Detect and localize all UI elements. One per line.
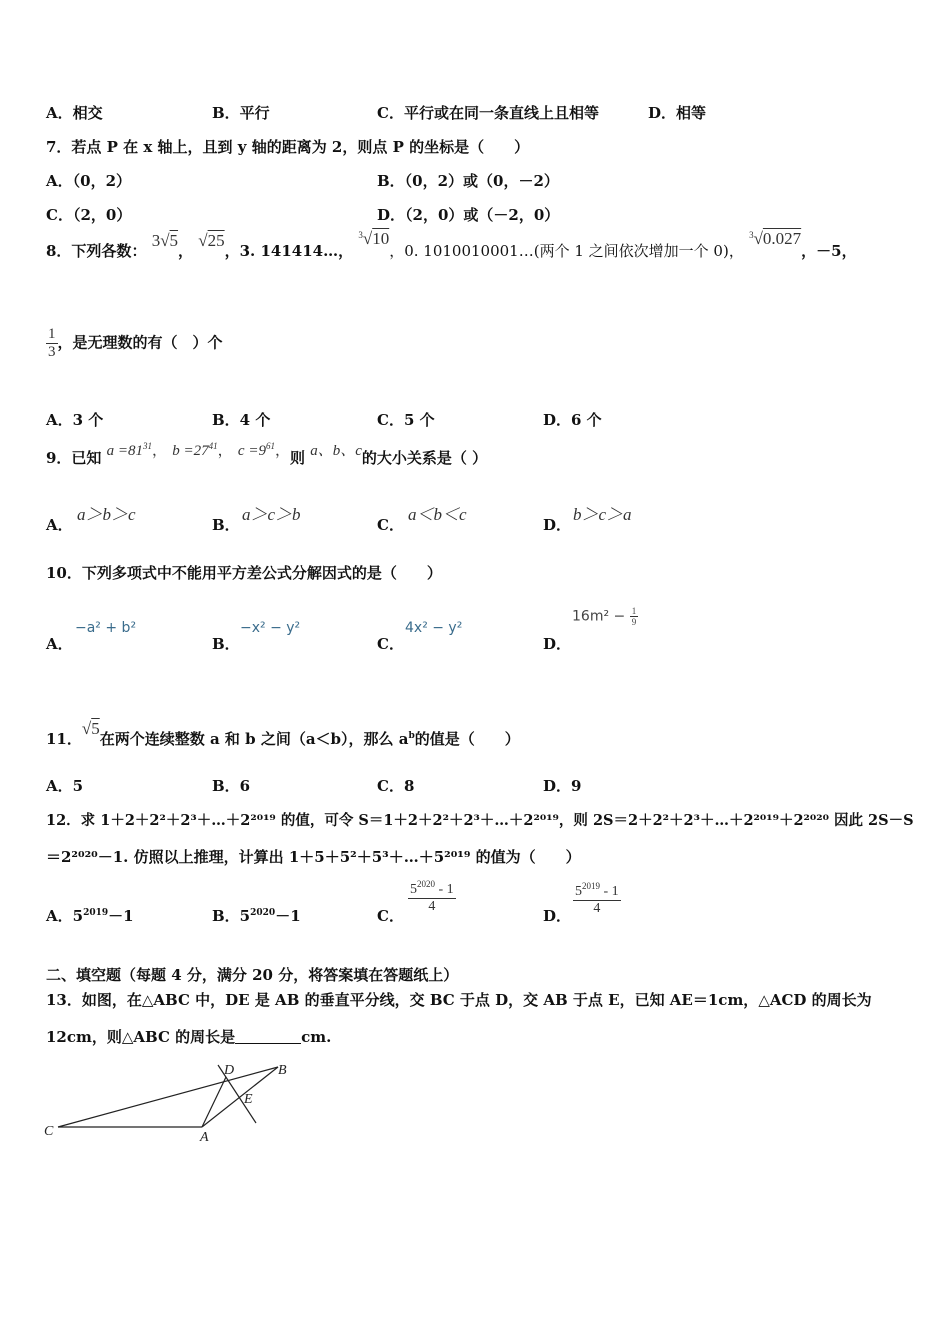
label-b: B (278, 1063, 287, 1078)
q10-option-d-label: D． (543, 635, 572, 653)
q8-stem-continued: $\frac{1}{3}$ ，是无理数的有（ ）个 (48, 326, 223, 360)
q8-number-2: √25 (198, 231, 225, 250)
q12-option-c-label: C． (377, 907, 404, 925)
q12-option-d: $\frac{5^{2019} - 1}{4}$ (575, 881, 619, 916)
segment-ab (202, 1067, 278, 1127)
q8-number-4: $^3$√10 (358, 229, 390, 248)
q9-stem: 9．已知 $a =81^{31}$， $b =27^{41}$， $c =9^{61}$，则 a、b、c的大小关系是（ ） (46, 441, 488, 467)
q10-option-b: −x² − y² (240, 620, 301, 636)
q8-fraction: $\frac{1}{3}$ (48, 326, 56, 360)
q6-option-a: A．相交 (46, 104, 103, 122)
section2-title: 二、填空题（每题 4 分，满分 20 分，将答案填在答题纸上） (46, 966, 459, 984)
q9-option-c: a＜b＜c (408, 505, 467, 524)
q7-stem: 7．若点 P 在 x 轴上，且到 y 轴的距离为 2，则点 P 的坐标是（ ） (46, 138, 530, 156)
q8-option-a: A．3 个 (46, 411, 104, 429)
q13-triangle-figure (40, 1055, 287, 1145)
q12-option-a: A．$5^{2019}-1$ (46, 907, 134, 925)
q7-option-d: D．（2，0）或（－2，0） (377, 206, 560, 224)
q8-option-b: B．4 个 (212, 411, 271, 429)
q11-sqrt: √5 (81, 719, 100, 738)
q9-c-def: $c =9^{61}$ (237, 441, 275, 459)
q12-stem-line2: ＝2²⁰²⁰－1. 仿照以上推理，计算出 1＋5＋5²＋5³＋…＋5²⁰¹⁹ 的值为（ ） (46, 848, 581, 866)
q12-option-d-label: D． (543, 907, 572, 925)
q12-stem-line1: 12．求 1＋2＋2²＋2³＋…＋2²⁰¹⁹ 的值，可令 S＝1＋2＋2²＋2³＋…＋2²⁰¹⁹，则 2S＝2＋2²＋2³＋…＋2²⁰¹⁹＋2²⁰²⁰ 因此 2S－S (46, 812, 914, 829)
q9-option-b: a＞c＞b (242, 505, 301, 524)
q7-option-a: A．（0，2） (46, 172, 132, 190)
label-a: A (200, 1130, 209, 1145)
q8-number-6: $^3$√0.027 (749, 229, 802, 248)
q9-option-c-label: C． (377, 516, 404, 534)
q10-option-a-label: A． (46, 635, 73, 653)
q10-option-a: −a² + b² (75, 620, 137, 636)
q13-stem-line1: 13．如图，在△ABC 中，DE 是 AB 的垂直平分线，交 BC 于点 D，交 AB 于点 E，已知 AE＝1cm，△ACD 的周长为 (46, 991, 872, 1009)
label-c: C (44, 1124, 54, 1139)
q6-option-c: C．平行或在同一条直线上且相等 (377, 104, 599, 122)
q8-stem: 8．下列各数： 3√5， √25，3. 141414…， $^3$√10，0. 1010010001…(两个 1 之间依次增加一个 0)， $^3$√0.027，－5， (46, 229, 857, 260)
q8-number-1: 3√5 (151, 231, 179, 250)
q9-option-d: b＞c＞a (573, 505, 632, 524)
q9-vars: a、b、c (310, 443, 362, 459)
q10-stem: 10．下列多项式中不能用平方差公式分解因式的是（ ） (46, 564, 442, 582)
q11-option-a: A．5 (46, 777, 84, 795)
q12-option-c: $\frac{5^{2020} - 1}{4}$ (410, 879, 454, 914)
q9-option-b-label: B． (212, 516, 240, 534)
q7-option-c: C．（2，0） (46, 206, 132, 224)
q6-option-d: D．相等 (648, 104, 707, 122)
q10-option-c-label: C． (377, 635, 404, 653)
q11-option-d: D．9 (543, 777, 582, 795)
q9-option-d-label: D． (543, 516, 572, 534)
q10-option-b-label: B． (212, 635, 240, 653)
label-e: E (244, 1092, 253, 1107)
q11-option-c: C．8 (377, 777, 415, 795)
q9-option-a-label: A． (46, 516, 73, 534)
q11-option-b: B．6 (212, 777, 251, 795)
q7-option-b: B．（0，2）或（0，－2） (377, 172, 559, 190)
q6-option-b: B．平行 (212, 104, 270, 122)
q8-option-c: C．5 个 (377, 411, 435, 429)
q9-option-a: a＞b＞c (77, 505, 136, 524)
q9-a-def: $a =81^{31}$ (106, 441, 153, 459)
label-d: D (224, 1063, 235, 1078)
q12-option-b: B．$5^{2020}-1$ (212, 907, 301, 925)
q10-option-c: 4x² − y² (405, 620, 463, 636)
q13-stem-line2: 12cm，则△ABC 的周长是 cm. (46, 1028, 332, 1046)
q10-option-d: 16m² − $\frac{1}{9}$ (572, 606, 637, 627)
q11-stem: 11．√5在两个连续整数 a 和 b 之间（a＜b），那么 $a^b$的值是（ ） (46, 719, 520, 748)
q13-answer-blank[interactable] (235, 1029, 301, 1044)
q9-b-def: $b =27^{41}$ (172, 441, 218, 459)
q8-option-d: D．6 个 (543, 411, 602, 429)
